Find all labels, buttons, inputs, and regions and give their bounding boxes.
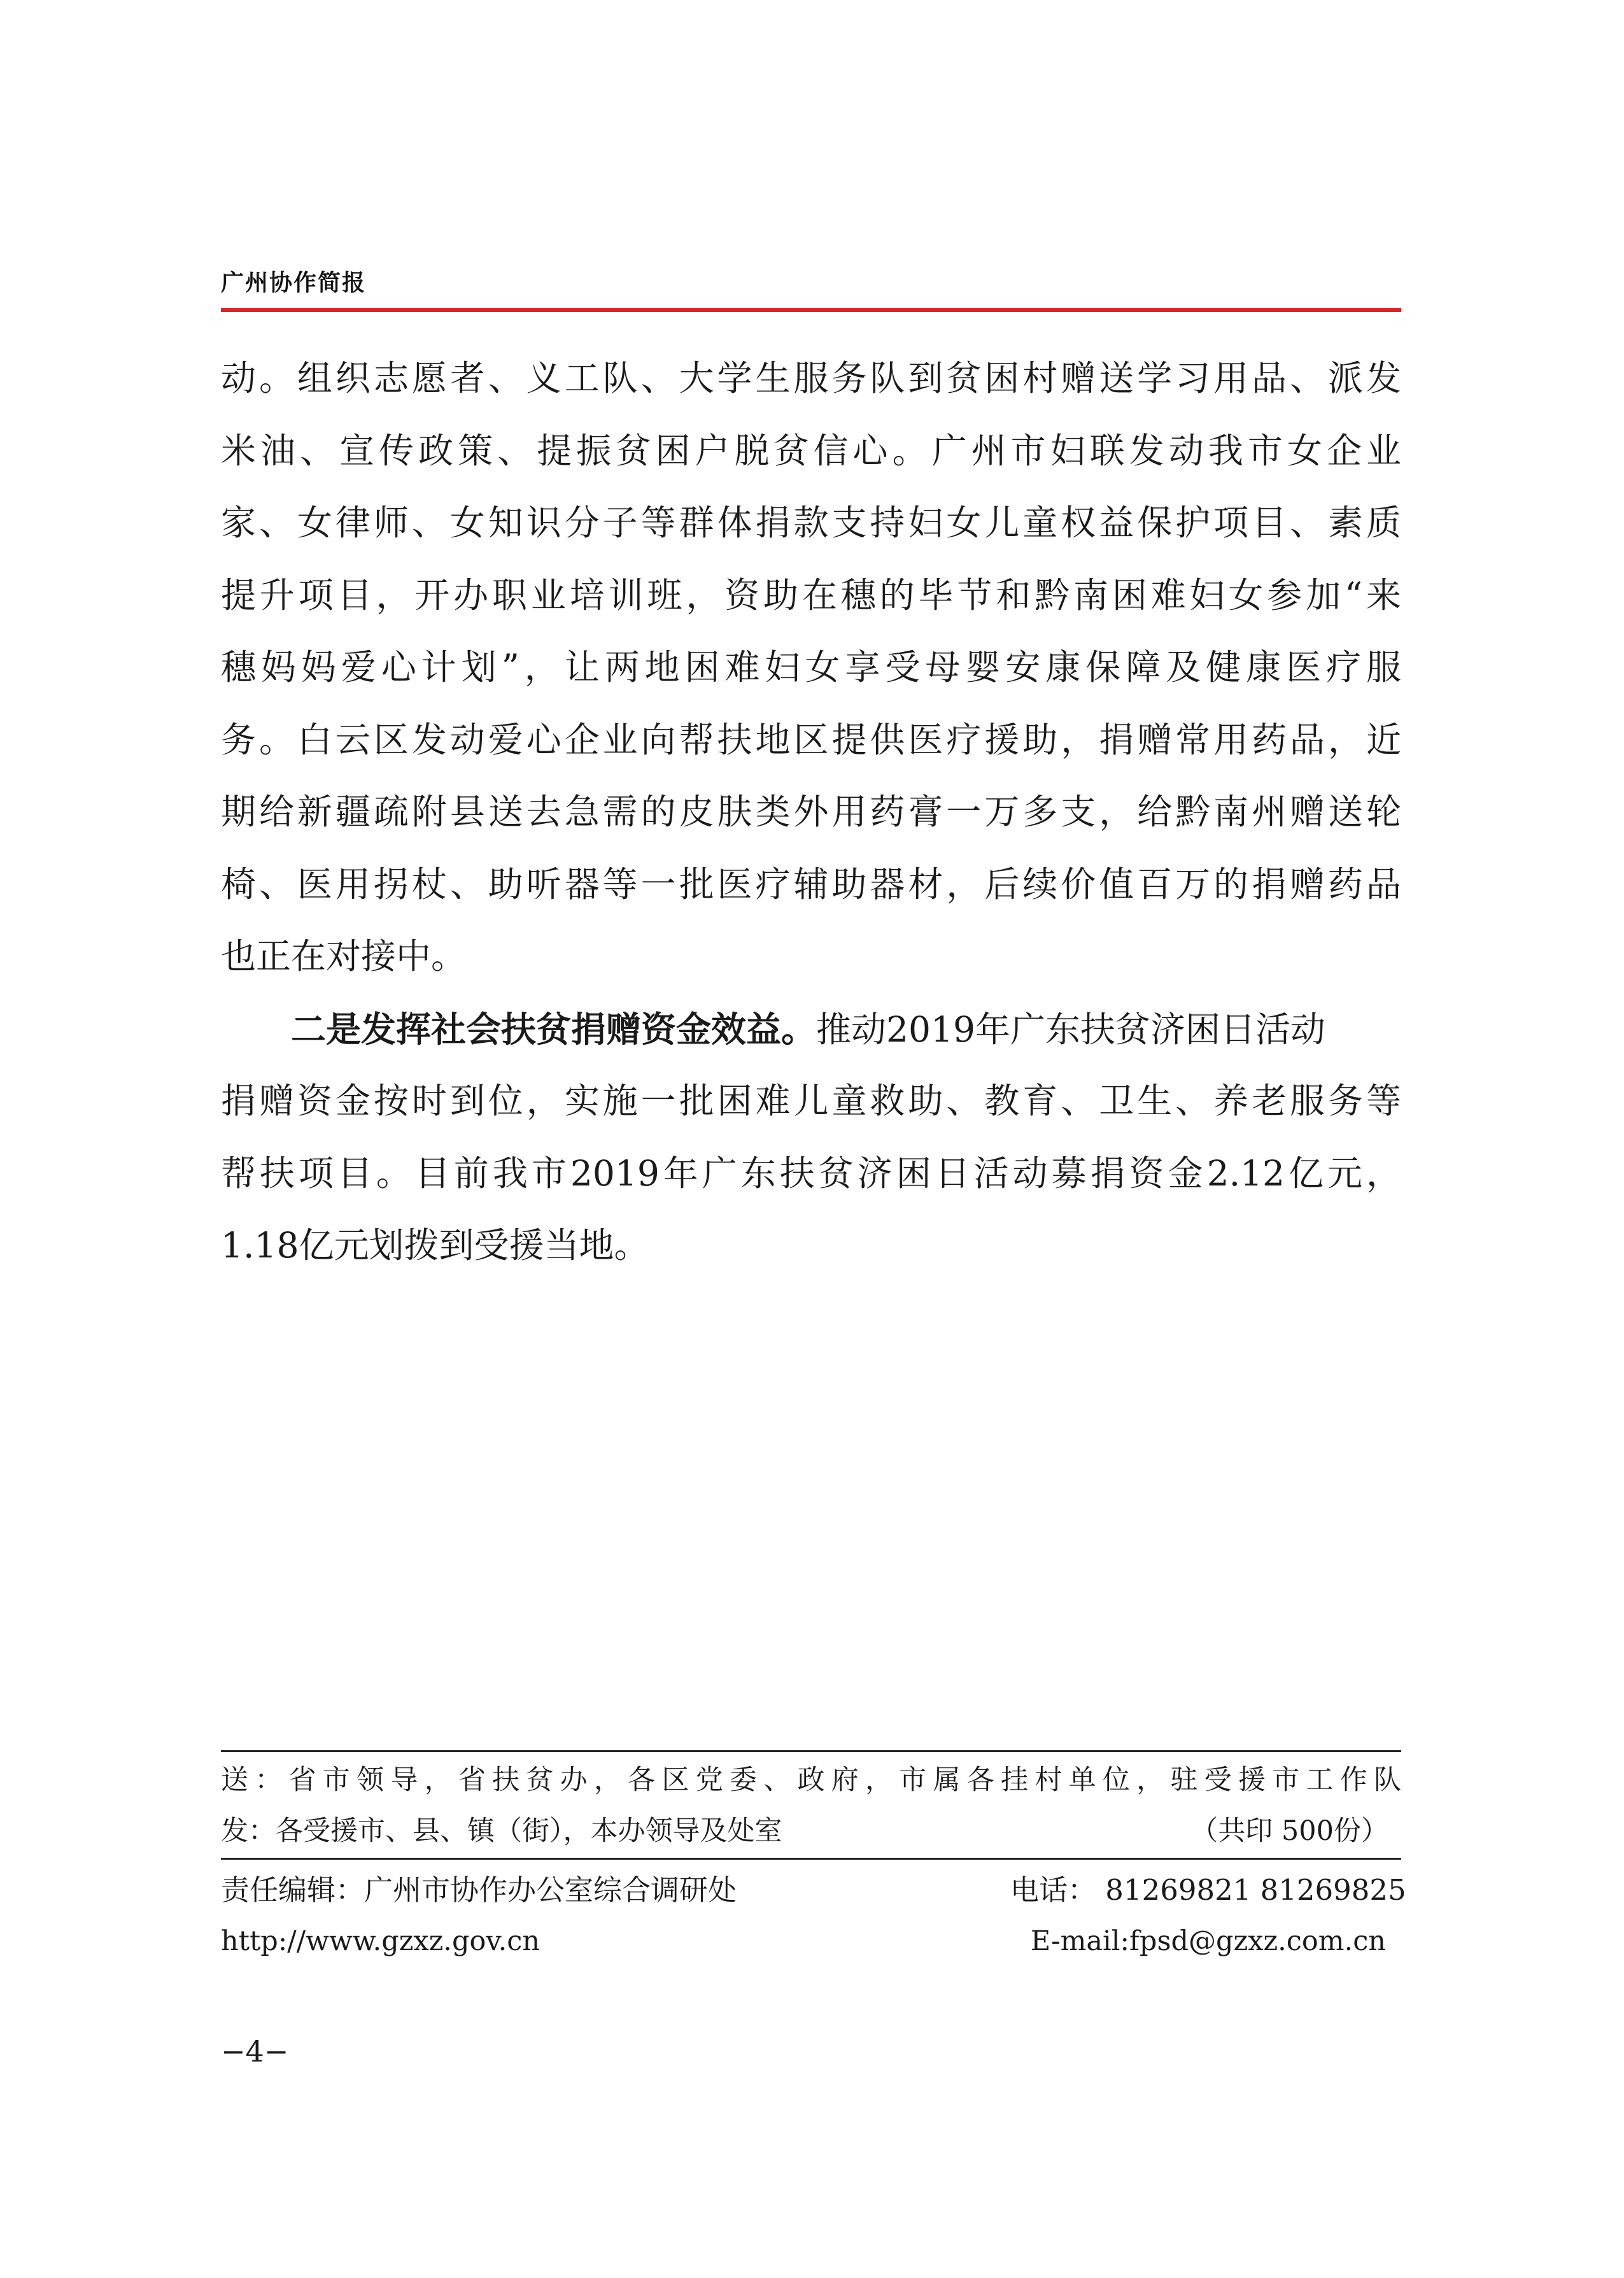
phone-numbers: 电话： 81269821 81269825 (1010, 1873, 1406, 1907)
responsible-editor: 责任编辑：广州市协作办公室综合调研处 (221, 1873, 737, 1907)
distribution-text: 发：各受援市、县、镇（街），本办领导及处室 (221, 1815, 782, 1847)
footer-top-rule (221, 1750, 1401, 1752)
body-line: 椅、医用拐杖、助听器等一批医疗辅助器材，后续价值百万的捐赠药品 (221, 863, 1401, 905)
body-line: 1.18亿元划拨到受援当地。 (221, 1225, 649, 1266)
print-copies: （共印 500份） (1190, 1815, 1388, 1847)
contact-line (221, 1925, 1401, 1957)
send-to-line: 送：省市领导，省扶贫办，各区党委、政府，市属各挂村单位，驻受援市工作队 (221, 1764, 1401, 1796)
body-line: 动。组织志愿者、义工队、大学生服务队到贫困村赠送学习用品、派发 (221, 358, 1401, 399)
body-line: 捐赠资金按时到位，实施一批困难儿童救助、教育、卫生、养老服务等 (221, 1080, 1401, 1121)
body-line: 穗妈妈爱心计划”，让两地困难妇女享受母婴安康保障及健康医疗服 (221, 647, 1401, 688)
body-line: 米油、宣传政策、提振贫困户脱贫信心。广州市妇联发动我市女企业 (221, 430, 1401, 471)
footer-middle-rule (221, 1858, 1401, 1860)
page-number: −4− (221, 2034, 289, 2069)
body-line: 提升项目，开办职业培训班，资助在穗的毕节和黔南困难妇女参加“来 (221, 574, 1401, 616)
body-line: 家、女律师、女知识分子等群体捐款支持妇女儿童权益保护项目、素质 (221, 502, 1401, 543)
editor-line (221, 1867, 1406, 1908)
body-line: 务。白云区发动爱心企业向帮扶地区提供医疗援助，捐赠常用药品，近 (221, 719, 1401, 760)
newsletter-title: 广州协作简报 (221, 270, 367, 296)
body-line: 帮扶项目。目前我市2019年广东扶贫济困日活动募捐资金2.12亿元， (221, 1152, 1401, 1194)
body-line: 也正在对接中。 (221, 936, 467, 977)
distribution-line (221, 1809, 1401, 1848)
paragraph-2-heading: 二是发挥社会扶贫捐赠资金效益。 (291, 1008, 817, 1050)
email-address: E-mail:fpsd@gzxz.com.cn (1030, 1925, 1386, 1957)
paragraph-2-text: 推动2019年广东扶贫济困日活动 (816, 1008, 1325, 1050)
body-line: 期给新疆疏附县送去急需的皮肤类外用药膏一万多支，给黔南州赠送轮 (221, 791, 1401, 832)
website-url: http://www.gzxz.gov.cn (221, 1925, 540, 1957)
paragraph-2-first-line (221, 993, 1401, 1066)
article-body (221, 343, 1401, 1282)
header-divider (221, 308, 1401, 312)
